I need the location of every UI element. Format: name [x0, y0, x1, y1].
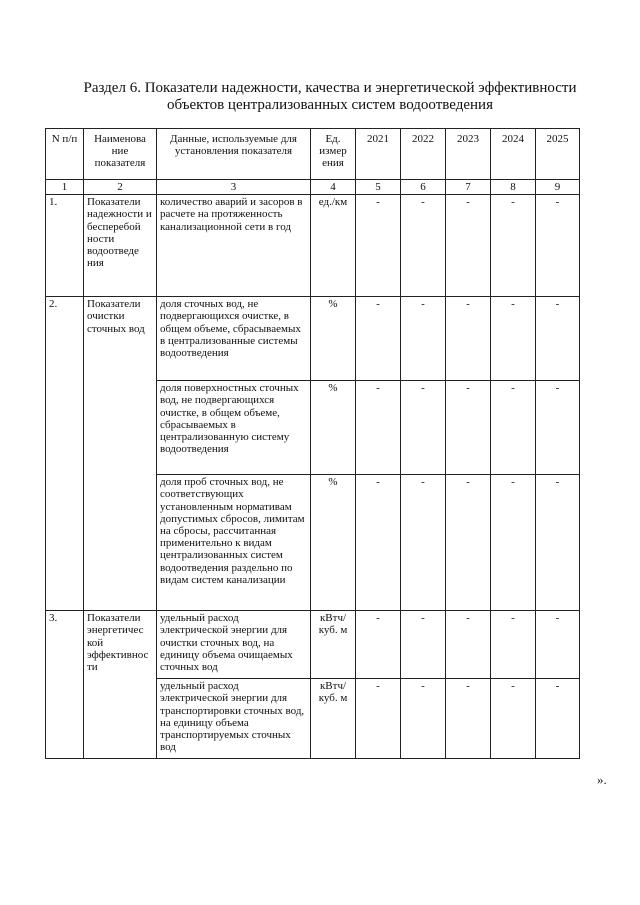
header-year-2022: 2022 [401, 129, 446, 180]
col-number: 4 [311, 180, 356, 195]
header-name: Наименова ние показателя [84, 129, 157, 180]
indicator-data: количество аварий и засоров в расчете на протяженность канализационной сети в год [157, 195, 311, 297]
closing-quote-mark: ». [597, 772, 607, 787]
indicator-name: Показатели надежности и бесперебой ности водоотведе ния [84, 195, 157, 297]
col-number: 8 [491, 180, 536, 195]
header-unit: Ед. измер ения [311, 129, 356, 180]
value-2023: - [446, 611, 491, 679]
indicator-data: доля сточных вод, не подвергающихся очистке, в общем объеме, сбрасываемых в централизованные системы водоотведения [157, 297, 311, 381]
header-year-2025: 2025 [536, 129, 580, 180]
value-2025: - [536, 381, 580, 475]
row-number: 2. [46, 297, 84, 611]
header-num: N п/п [46, 129, 84, 180]
unit: % [311, 475, 356, 611]
header-data: Данные, используемые для установления показателя [157, 129, 311, 180]
value-2024: - [491, 475, 536, 611]
unit: % [311, 381, 356, 475]
col-number: 7 [446, 180, 491, 195]
table-row [46, 611, 580, 679]
value-2022: - [401, 679, 446, 759]
value-2021: - [356, 611, 401, 679]
value-2021: - [356, 381, 401, 475]
unit: кВтч/ куб. м [311, 611, 356, 679]
unit: кВтч/ куб. м [311, 679, 356, 759]
section-title [60, 80, 600, 114]
col-number: 5 [356, 180, 401, 195]
value-2023: - [446, 195, 491, 297]
value-2023: - [446, 297, 491, 381]
unit: % [311, 297, 356, 381]
col-number: 6 [401, 180, 446, 195]
indicator-name: Показатели очистки сточных вод [84, 297, 157, 611]
value-2025: - [536, 611, 580, 679]
value-2021: - [356, 195, 401, 297]
indicator-data: доля проб сточных вод, не соответствующих установленным нормативам допустимых сбросов, лимитам на сбросы, рассчитанная применительно к видам централизованных систем водоотведения раздельно по видам систем канализации [157, 475, 311, 611]
value-2021: - [356, 297, 401, 381]
row-number: 1. [46, 195, 84, 297]
header-row [46, 129, 580, 180]
indicator-name: Показатели энергетичес кой эффективнос ти [84, 611, 157, 759]
value-2021: - [356, 475, 401, 611]
section-title-line-1: Раздел 6. Показатели надежности, качества и энергетической эффективности [83, 80, 577, 96]
value-2025: - [536, 679, 580, 759]
value-2023: - [446, 475, 491, 611]
header-year-2021: 2021 [356, 129, 401, 180]
table-row [46, 195, 580, 297]
row-number: 3. [46, 611, 84, 759]
value-2022: - [401, 611, 446, 679]
col-number: 3 [157, 180, 311, 195]
indicator-data: удельный расход электрической энергии для очистки сточных вод, на единицу объема очищаемых сточных вод [157, 611, 311, 679]
value-2022: - [401, 297, 446, 381]
value-2025: - [536, 475, 580, 611]
value-2024: - [491, 195, 536, 297]
column-number-row [46, 180, 580, 195]
indicators-table [45, 128, 580, 759]
value-2024: - [491, 679, 536, 759]
indicator-data: доля поверхностных сточных вод, не подвергающихся очистке, в общем объеме, сбрасываемых в централизованную систему водоотведения [157, 381, 311, 475]
value-2021: - [356, 679, 401, 759]
indicator-data: удельный расход электрической энергии для транспортировки сточных вод, на единицу объема транспортируемых сточных вод [157, 679, 311, 759]
value-2022: - [401, 195, 446, 297]
col-number: 9 [536, 180, 580, 195]
unit: ед./км [311, 195, 356, 297]
value-2023: - [446, 679, 491, 759]
value-2025: - [536, 297, 580, 381]
value-2024: - [491, 297, 536, 381]
value-2022: - [401, 475, 446, 611]
value-2024: - [491, 381, 536, 475]
col-number: 2 [84, 180, 157, 195]
col-number: 1 [46, 180, 84, 195]
value-2022: - [401, 381, 446, 475]
section-title-line-2: объектов централизованных систем водоотведения [166, 97, 493, 113]
header-year-2024: 2024 [491, 129, 536, 180]
value-2025: - [536, 195, 580, 297]
header-year-2023: 2023 [446, 129, 491, 180]
value-2023: - [446, 381, 491, 475]
table-row [46, 297, 580, 381]
value-2024: - [491, 611, 536, 679]
